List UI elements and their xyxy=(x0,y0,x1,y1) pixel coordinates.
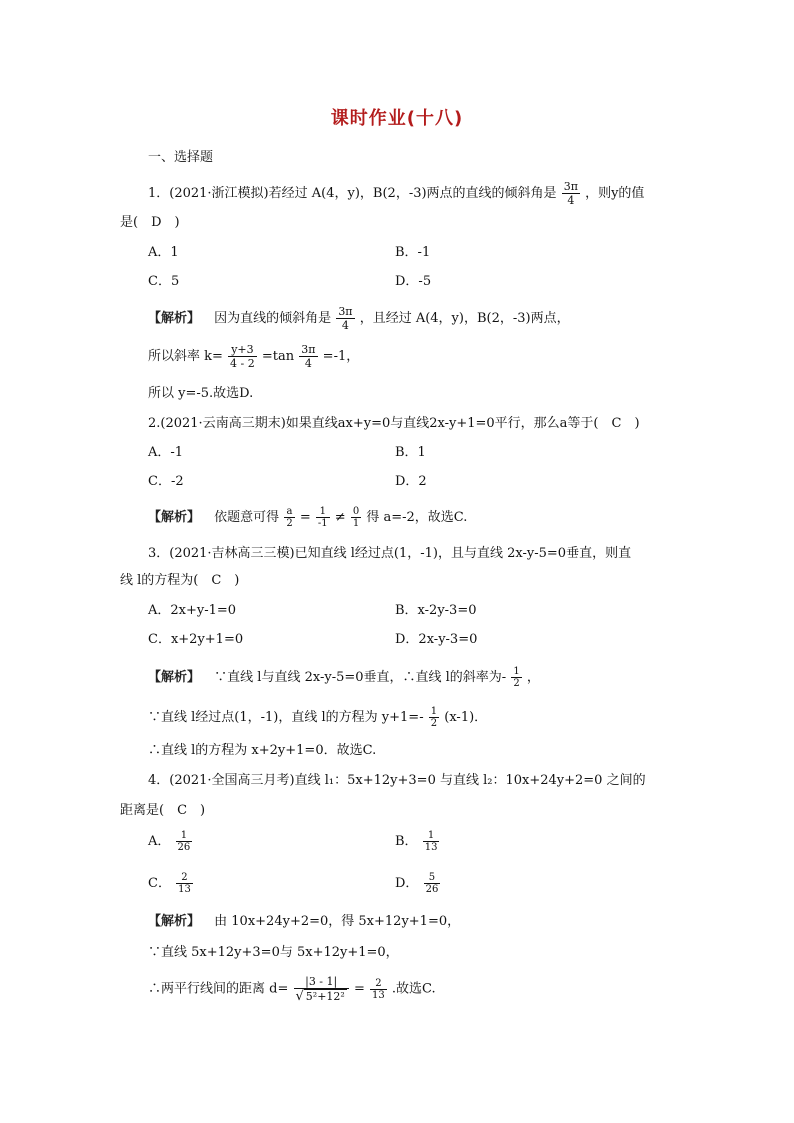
q4-c-den: 13 xyxy=(178,884,191,895)
page-title: 课时作业(十八) xyxy=(330,108,464,129)
q4-option-a xyxy=(148,830,193,853)
q1-solution-line3: 所以 y=-5.故选D. xyxy=(148,386,254,401)
q3-sol-2b: (x-1)． xyxy=(444,710,488,725)
q3-eq-num: 1 xyxy=(430,706,438,717)
q1-sol-2a: 所以斜率 k= xyxy=(148,349,223,364)
q4-option-d xyxy=(395,872,441,895)
q1-slope-num: y+3 xyxy=(228,343,257,357)
q1-option-a: A．1 xyxy=(148,245,179,260)
q4-option-c-fraction xyxy=(176,872,193,895)
q1-stem-c: ，则y的值 xyxy=(585,186,645,201)
q4-sqrt-radicand: 5²+12² xyxy=(305,990,345,1003)
q4-stem-line1: 4．(2021·全国高三月考)直线 l₁：5x+12y+3=0 与直线 l₂：10x+24y+2=0 之间的 xyxy=(148,773,646,788)
q4-stem-line2: 距离是( C ) xyxy=(120,803,206,818)
q1-slope-den: 4 - 2 xyxy=(230,357,255,370)
q2-option-a: A．-1 xyxy=(148,445,184,460)
q4-sol-3a: ∴两平行线间的距离 d= xyxy=(148,981,289,997)
q4-option-b-label: B． xyxy=(395,834,418,849)
q3-option-d: D．2x-y-3=0 xyxy=(395,632,478,647)
q4-jiexi-label: 【解析】 xyxy=(148,914,201,929)
q2-stem: 2.(2021·云南高三期末)如果直线ax+y=0与直线2x-y+1=0平行，那么a等于( C ) xyxy=(148,416,640,431)
q1-sol-angle-den: 4 xyxy=(341,319,349,332)
q1-tan-fraction xyxy=(299,343,317,370)
q2-frac-a xyxy=(284,506,294,529)
q4-a-den: 26 xyxy=(177,842,191,853)
q1-stem-line1 xyxy=(148,180,644,207)
q2-frac-b-den: -1 xyxy=(317,518,328,529)
q3-option-b: B．x-2y-3=0 xyxy=(395,603,477,618)
q4-solution-line3 xyxy=(148,975,436,1003)
q1-slope-fraction xyxy=(228,343,257,370)
q3-solution-line2 xyxy=(148,706,487,729)
q3-eq-fraction xyxy=(429,706,439,729)
q4-option-a-fraction xyxy=(176,830,193,853)
q4-distance-fraction xyxy=(294,975,349,1003)
q3-eq-den: 2 xyxy=(430,718,438,729)
q2-frac-b-num: 1 xyxy=(316,506,330,518)
q1-solution-line2 xyxy=(148,343,359,370)
q1-angle-den: 4 xyxy=(567,194,575,207)
q2-frac-c xyxy=(351,506,361,529)
q3-slope-fraction xyxy=(511,666,521,689)
q3-sol-1a: ∵直线 l与直线 2x-y-5=0垂直，∴直线 l的斜率为- xyxy=(214,670,507,685)
q3-sol-2a: ∵直线 l经过点(1，-1)，直线 l的方程为 y+1=- xyxy=(148,710,424,725)
q2-frac-c-den: 1 xyxy=(352,518,360,529)
q1-tan-den: 4 xyxy=(304,357,312,370)
q4-a-num: 1 xyxy=(176,830,193,842)
q4-option-a-label: A． xyxy=(148,834,171,849)
q1-angle-num: 3π xyxy=(563,180,578,193)
q1-sol-2b: =tan xyxy=(261,349,295,364)
q2-frac-c-num: 0 xyxy=(352,506,360,517)
q2-option-d: D．2 xyxy=(395,474,427,489)
q4-result-fraction xyxy=(370,978,387,1001)
q1-tan-num: 3π xyxy=(301,343,316,356)
section-heading: 一、选择题 xyxy=(148,150,214,165)
q1-sol-2c: =-1， xyxy=(322,349,360,364)
q1-option-b: B．-1 xyxy=(395,245,431,260)
q1-option-d: D．-5 xyxy=(395,274,432,289)
q4-solution-line2: ∵直线 5x+12y+3=0与 5x+12y+1=0， xyxy=(148,945,399,960)
q4-distance-num: |3 - 1| xyxy=(294,975,349,989)
q1-stem-line2: 是( D ) xyxy=(120,215,180,230)
q2-jiexi-label: 【解析】 xyxy=(148,510,201,525)
q1-sol-1a: 因为直线的倾斜角是 xyxy=(214,311,332,326)
q1-sol-angle-num: 3π xyxy=(338,305,353,318)
q3-solution-line3: ∴直线 l的方程为 x+2y+1=0．故选C. xyxy=(148,743,377,758)
q4-option-d-fraction xyxy=(424,872,441,895)
q4-option-d-label: D． xyxy=(395,876,419,891)
q2-solution-line1 xyxy=(148,506,467,529)
q4-b-num: 1 xyxy=(423,830,440,842)
q1-option-c: C．5 xyxy=(148,274,180,289)
q4-option-c xyxy=(148,872,194,895)
q4-sol-3eq: = xyxy=(353,981,365,997)
q2-frac-b xyxy=(316,506,330,529)
q1-solution-line1 xyxy=(148,305,570,332)
q4-sol-3b: .故选C. xyxy=(391,981,436,997)
q3-stem-line2: 线 l的方程为( C ) xyxy=(120,573,240,588)
q3-stem-line1: 3．(2021·吉林高三三模)已知直线 l经过点(1，-1)，且与直线 2x-y-5=0垂直，则直 xyxy=(148,546,632,561)
q1-stem-a: 1．(2021·浙江模拟)若经过 xyxy=(148,186,308,201)
q3-option-a: A．2x+y-1=0 xyxy=(148,603,237,618)
q4-sol-1: 由 10x+24y+2=0，得 5x+12y+1=0， xyxy=(214,914,461,929)
q3-slope-den: 2 xyxy=(513,678,520,689)
q4-result-num: 2 xyxy=(370,978,387,990)
q1-sol-angle-fraction xyxy=(336,305,354,332)
q4-d-num: 5 xyxy=(424,872,441,884)
q3-option-c: C．x+2y+1=0 xyxy=(148,632,244,647)
sqrt-icon: √ xyxy=(295,989,304,1004)
q2-option-c: C．-2 xyxy=(148,474,184,489)
q4-distance-den xyxy=(294,989,349,1003)
q4-option-b-fraction xyxy=(423,830,440,853)
q4-result-den: 13 xyxy=(372,989,385,1001)
q2-sol-1a: 依题意可得 xyxy=(214,510,280,525)
q3-sol-1b: ， xyxy=(526,670,540,685)
q3-solution-line1 xyxy=(148,666,540,689)
q4-option-c-label: C． xyxy=(148,876,171,891)
q4-c-num: 2 xyxy=(176,872,193,884)
q2-frac-a-num: a xyxy=(284,506,294,518)
q1-angle-fraction xyxy=(562,180,580,207)
q3-jiexi-label: 【解析】 xyxy=(148,670,201,685)
q2-eq: = xyxy=(299,510,311,525)
q2-option-b: B．1 xyxy=(395,445,426,460)
q4-b-den: 13 xyxy=(424,842,438,853)
q2-neq: ≠ xyxy=(334,510,346,525)
q2-frac-a-den: 2 xyxy=(286,518,293,529)
q4-solution-line1 xyxy=(148,912,460,932)
q3-slope-num: 1 xyxy=(513,666,520,677)
q1-stem-b: A(4，y)，B(2，-3)两点的直线的倾斜角是 xyxy=(311,186,557,201)
q4-d-den: 26 xyxy=(425,884,439,895)
q4-option-b xyxy=(395,830,440,853)
q1-sol-1b: ，且经过 A(4，y)，B(2，-3)两点， xyxy=(359,311,570,326)
q1-jiexi-label: 【解析】 xyxy=(148,311,201,326)
q2-sol-1b: 得 a=-2，故选C. xyxy=(366,510,468,525)
